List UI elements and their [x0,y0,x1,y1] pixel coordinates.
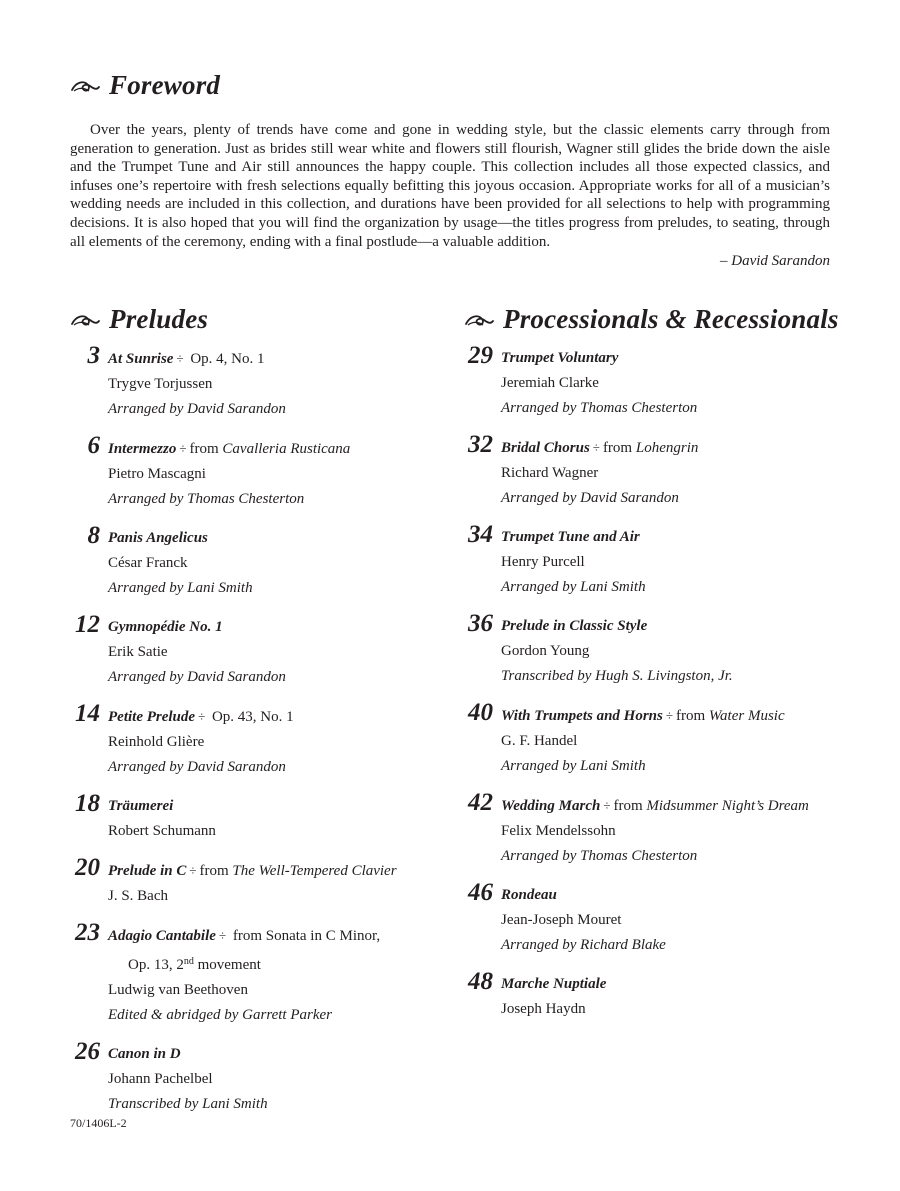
source-work: Cavalleria Rusticana [222,441,351,457]
arranger-credit: Arranged by David Sarandon [108,669,286,685]
page-number: 42 [468,789,493,816]
arranger-credit: Edited & abridged by Garrett Parker [108,1007,332,1023]
preludes-title: Preludes [109,304,209,334]
contents-entry [70,700,440,780]
composer: Henry Purcell [501,554,585,570]
piece-title: Träumerei [108,798,174,814]
arranger-credit: Arranged by David Sarandon [108,401,286,417]
flourish-ornament-icon [70,312,100,328]
composer: G. F. Handel [501,733,578,749]
source-work: Lohengrin [635,440,699,456]
arranger-credit: Arranged by Thomas Chesterton [501,400,698,416]
piece-title: Trumpet Tune and Air [501,529,640,545]
composer: Erik Satie [108,644,168,660]
contents-entry [70,342,440,422]
arranger-credit: Arranged by David Sarandon [501,490,679,506]
from-word: from [613,798,647,814]
flourish-ornament-icon [70,78,100,94]
arranger-credit: Arranged by Lani Smith [501,758,646,774]
contents-entry [463,342,853,421]
page-number: 3 [87,342,100,369]
separator: ÷ [198,709,206,724]
opus-detail: Op. 43, No. 1 [208,709,294,725]
contents-entry [463,431,853,511]
page-number: 8 [87,522,100,549]
arranger-credit: Arranged by Lani Smith [501,579,646,595]
composer: Jeremiah Clarke [501,375,599,391]
composer: Johann Pachelbel [108,1071,213,1087]
contents-entry [70,522,440,601]
contents-entry [463,699,853,779]
page-number: 46 [468,879,493,906]
from-word: from [189,441,223,457]
composer: Gordon Young [501,643,590,659]
page-number: 23 [75,919,100,946]
composer: Pietro Mascagni [108,466,206,482]
piece-title: Rondeau [501,887,557,903]
source-work: The Well-Tempered Clavier [232,863,397,879]
separator: ÷ [179,441,187,456]
contents-entry [70,854,440,909]
piece-title: Gymnopédie No. 1 [108,619,223,635]
contents-entry [463,879,853,958]
contents-entry [463,521,853,600]
processionals-title: Processionals & Recessionals [503,304,839,334]
piece-title: Wedding March [501,798,601,814]
separator: ÷ [189,863,197,878]
from-word: from [676,708,709,724]
page-number: 20 [75,854,100,881]
piece-title: Petite Prelude [108,709,196,725]
piece-title: Prelude in C [108,863,187,879]
from-word: from [602,440,636,456]
preludes-heading [70,304,208,335]
contents-entry [463,789,853,869]
arranger-credit: Arranged by David Sarandon [108,759,286,775]
piece-title: Adagio Cantabile [108,928,216,944]
separator: ÷ [218,928,227,943]
page-number: 32 [468,431,493,458]
page-number: 26 [75,1038,100,1065]
catalog-code: 70/1406L-2 [70,1116,127,1130]
page-number: 18 [75,790,100,817]
contents-entry [70,611,440,690]
piece-title: At Sunrise [108,351,174,367]
contents-entry [463,610,853,689]
composer: Robert Schumann [108,823,216,839]
composer: Felix Mendelssohn [501,823,616,839]
arranger-credit: Arranged by Richard Blake [501,937,666,953]
contents-entry [70,919,440,1028]
opus-detail: Op. 4, No. 1 [186,351,265,367]
foreword-signature: – David Sarandon [720,253,830,269]
preludes-list [70,342,440,1131]
piece-title: Bridal Chorus [501,440,590,456]
composer: César Franck [108,555,188,571]
contents-entry [463,968,853,1022]
composer: Ludwig van Beethoven [108,982,248,998]
page-number: 6 [87,432,100,459]
arranger-credit: Transcribed by Hugh S. Livingston, Jr. [501,668,733,684]
composer: Reinhold Glière [108,734,205,750]
composer: Richard Wagner [501,465,599,481]
separator: ÷ [665,708,673,723]
page-number: 29 [468,342,493,369]
page-number: 48 [468,968,493,995]
page-number: 36 [468,610,493,637]
contents-entry [70,790,440,844]
page-number: 12 [75,611,100,638]
composer: Jean-Joseph Mouret [501,912,622,928]
opus-detail: from Sonata in C Minor, [229,928,381,944]
piece-title: Trumpet Voluntary [501,350,619,366]
page-number: 34 [468,521,493,548]
piece-title: Intermezzo [108,441,177,457]
piece-title: Panis Angelicus [108,530,208,546]
arranger-credit: Arranged by Lani Smith [108,580,253,596]
piece-title: Canon in D [108,1046,181,1062]
separator: ÷ [592,440,600,455]
contents-entry [70,1038,440,1117]
foreword-body: Over the years, plenty of trends have come and gone in wedding style, but the classic elements carry through from generation to generation. Just as brides still wear white and flowers still flourish, Wagner still glides the bride down the aisle and the Trumpet Tune and Air still announces the happy couple. This collection includes all those expected classics, and infuses one’s repertoire with fresh selections equally befitting this joyous occasion. Appropriate works for all of a musician’s wedding needs are included in this collection, and durations have been provided for all selections to help with programming decisions. It is also hoped that you will find the organization by usage—the titles progress from preludes, to seating, through all elements of the ceremony, ending with a final postlude—a valuable addition. [70,122,830,250]
contents-entry [70,432,440,512]
movement-detail: Op. 13, 2nd movement [128,956,261,973]
processionals-heading [464,304,839,335]
page-number: 14 [75,700,100,727]
source-work: Midsummer Night’s Dream [646,798,809,814]
processionals-list [463,342,853,1036]
page-number: 40 [468,699,493,726]
arranger-credit: Arranged by Thomas Chesterton [108,491,305,507]
foreword-title: Foreword [109,70,221,100]
piece-title: Prelude in Classic Style [501,618,648,634]
composer: Joseph Haydn [501,1001,586,1017]
piece-title: Marche Nuptiale [501,976,607,992]
foreword-heading [70,70,220,101]
source-work: Water Music [708,708,785,724]
separator: ÷ [176,351,184,366]
arranger-credit: Transcribed by Lani Smith [108,1096,268,1112]
from-word: from [199,863,233,879]
flourish-ornament-icon [464,312,494,328]
composer: Trygve Torjussen [108,376,213,392]
separator: ÷ [603,798,611,813]
arranger-credit: Arranged by Thomas Chesterton [501,848,698,864]
composer: J. S. Bach [108,888,168,904]
piece-title: With Trumpets and Horns [501,708,663,724]
